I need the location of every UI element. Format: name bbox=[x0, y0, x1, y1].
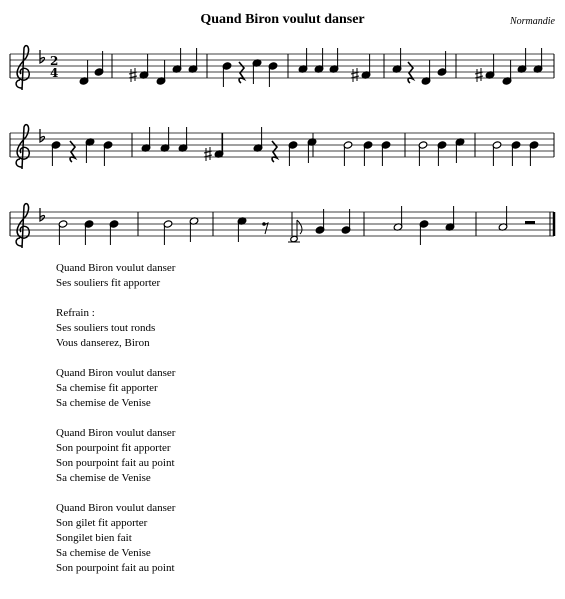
lyrics-stanza bbox=[56, 306, 175, 351]
lyrics-line: Vous danserez, Biron bbox=[56, 337, 150, 349]
sharp-icon bbox=[475, 68, 483, 82]
lyrics-line: Son pourpoint fait au point bbox=[56, 562, 175, 574]
lyrics-line: Ses souliers tout ronds bbox=[56, 322, 156, 334]
lyrics-line: Son pourpoint fait au point bbox=[56, 457, 175, 469]
lyrics-line: Quand Biron voulut danser bbox=[56, 367, 176, 379]
flat-icon bbox=[40, 129, 45, 142]
lyrics-line: Quand Biron voulut danser bbox=[56, 502, 176, 514]
lyrics-stanza bbox=[56, 261, 175, 291]
time-signature-bottom: 4 bbox=[50, 66, 59, 80]
treble-clef-icon bbox=[16, 46, 29, 90]
lyrics-line: Quand Biron voulut danser bbox=[56, 262, 176, 274]
lyrics-line: Songilet bien fait bbox=[56, 532, 132, 544]
song-origin: Normandie bbox=[510, 16, 555, 27]
quarter-rest-icon bbox=[239, 62, 244, 83]
flat-icon bbox=[40, 208, 45, 221]
lyrics bbox=[56, 261, 175, 591]
eighth-rest-stroke bbox=[264, 223, 268, 234]
sharp-icon bbox=[204, 147, 212, 161]
sheet-music bbox=[0, 0, 565, 260]
lyrics-line: Quand Biron voulut danser bbox=[56, 427, 176, 439]
sharp-icon bbox=[129, 68, 137, 82]
lyrics-line: Ses souliers fit apporter bbox=[56, 277, 161, 289]
song-title: Quand Biron voulut danser bbox=[200, 12, 365, 27]
treble-clef-icon bbox=[16, 125, 29, 169]
lyrics-stanza bbox=[56, 426, 175, 486]
lyrics-line: Sa chemise de Venise bbox=[56, 547, 151, 559]
lyrics-line: Sa chemise de Venise bbox=[56, 397, 151, 409]
flat-icon bbox=[40, 50, 45, 63]
lyrics-stanza bbox=[56, 366, 175, 411]
quarter-rest-icon bbox=[70, 141, 75, 162]
lyrics-line: Sa chemise fit apporter bbox=[56, 382, 158, 394]
quarter-rest-icon bbox=[408, 62, 413, 83]
note-flag bbox=[297, 220, 302, 234]
lyrics-stanza bbox=[56, 501, 175, 576]
lyrics-line: Son gilet fit apporter bbox=[56, 517, 148, 529]
lyrics-line: Refrain : bbox=[56, 307, 95, 319]
lyrics-line: Son pourpoint fit apporter bbox=[56, 442, 171, 454]
treble-clef-icon bbox=[16, 204, 29, 248]
sharp-icon bbox=[351, 68, 359, 82]
time-signature-top: 2 bbox=[50, 54, 59, 68]
half-rest-icon bbox=[525, 221, 535, 224]
lyrics-line: Sa chemise de Venise bbox=[56, 472, 151, 484]
quarter-rest-icon bbox=[272, 141, 277, 162]
